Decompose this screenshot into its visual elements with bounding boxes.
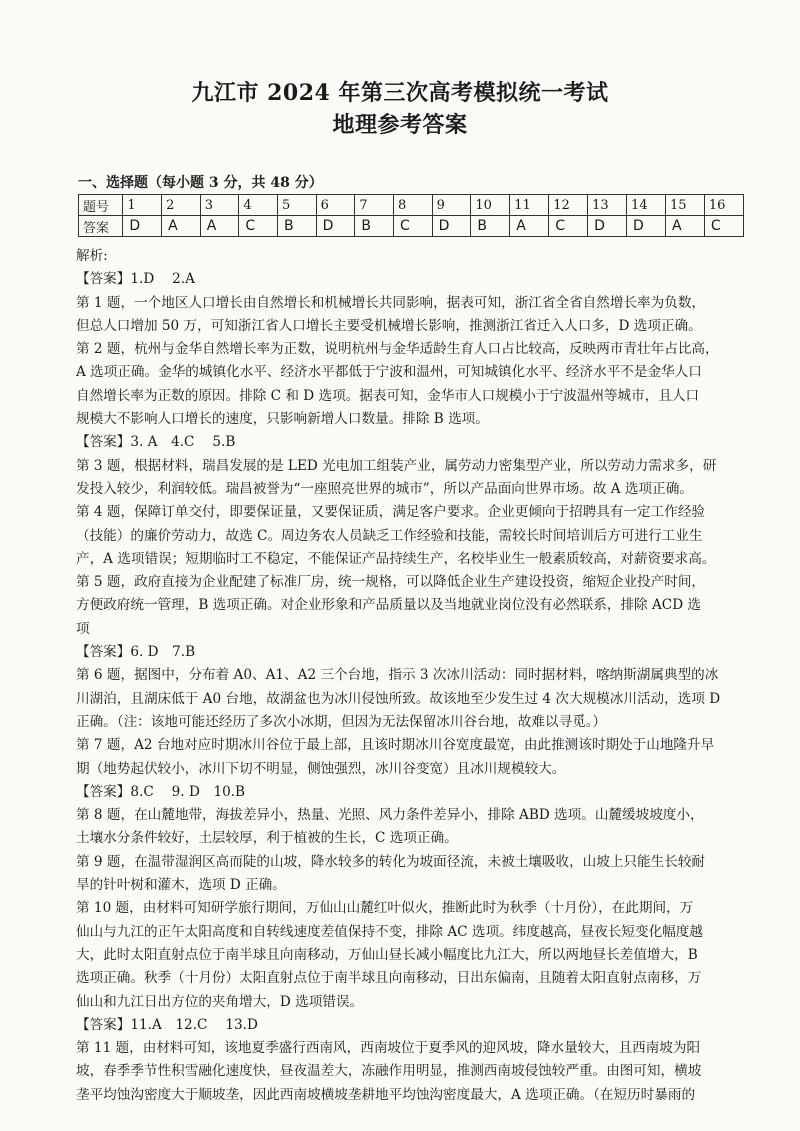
explanation-line: 仙山与九江的正午太阳高度和自转线速度差值保持不变，排除 AC 选项。纬度越高，昼夜长短变化幅度越	[76, 923, 703, 940]
explanation-line: 发投入较少，利润较低。瑞昌被誉为“一座照亮世界的城市”，所以产品面向世界市场。故 A 选项正确。	[76, 480, 693, 497]
answer-cell: B	[278, 216, 317, 237]
answer-key-line: 【答案】3. A 4.C 5.B	[76, 434, 236, 451]
explanation-line: 方便政府统一管理，B 选项正确。对企业形象和产品质量以及当地就业岗位没有必然联系，排除 ACD 选	[76, 597, 702, 614]
answer-cell: D	[627, 216, 666, 237]
explanation-line: 第 4 题，保障订单交付，即要保证量，又要保证质，满足客户要求。企业更倾向于招聘具有一定工作经验	[76, 504, 706, 521]
explanation-line: 仙山和九江日出方位的夹角增大，D 选项错误。	[76, 993, 364, 1010]
answer-cell: D	[316, 216, 355, 237]
answer-cell: C	[239, 216, 278, 237]
answer-cell: A	[162, 216, 201, 237]
explanation-line: 项	[76, 620, 90, 637]
question-number-cell: 16	[704, 195, 743, 216]
explanation-line: 第 7 题，A2 台地对应时期冰川谷位于最上部，且该时期冰川谷宽度最宽，由此推测该时期处于山地隆升早	[76, 737, 715, 754]
explanation-line: 第 2 题，杭州与金华自然增长率为正数，说明杭州与金华适龄生育人口占比较高，反映两市青壮年占比高，	[76, 341, 719, 358]
explanation-line: 第 1 题，一个地区人口增长由自然增长和机械增长共同影响，据表可知，浙江省全省自然增长率为负数，	[76, 294, 706, 311]
answer-cell: C	[704, 216, 743, 237]
explanation-line: 产，A 选项错误；短期临时工不稳定，不能保证产品持续生产，名校毕业生一般素质较高，对薪资要求高。	[76, 550, 716, 567]
answer-cell: C	[549, 216, 588, 237]
question-number-cell: 6	[316, 195, 355, 216]
answer-cell: D	[432, 216, 471, 237]
explanation-line: （技能）的廉价劳动力，故选 C。周边务农人员缺乏工作经验和技能，需较长时间培训后方可进行工业生	[76, 527, 703, 544]
explanation-line: 坡，春季季节性积雪融化速度快，昼夜温差大，冻融作用明显，推测西南坡侵蚀较严重。由图可知，横坡	[76, 1063, 702, 1080]
answer-cell: A	[510, 216, 549, 237]
question-number-cell: 15	[665, 195, 704, 216]
answer-key-line: 【答案】8.C 9. D 10.B	[76, 783, 246, 800]
row-label-answer: 答案	[79, 216, 123, 237]
question-number-cell: 12	[549, 195, 588, 216]
explanation-line: 第 5 题，政府直接为企业配建了标准厂房，统一规格，可以降低企业生产建设投资，缩短企业投产时间，	[76, 574, 706, 591]
explanation-line: 规模大不影响人口增长的速度，只影响新增人口数量。排除 B 选项。	[76, 411, 489, 428]
question-number-cell: 8	[394, 195, 433, 216]
question-number-cell: 7	[355, 195, 394, 216]
answer-cell: B	[471, 216, 510, 237]
question-number-cell: 10	[471, 195, 510, 216]
explanation-line: A 选项正确。金华的城镇化水平、经济水平都低于宁波和温州，可知城镇化水平、经济水平不是金华人口	[76, 364, 702, 381]
answer-key-title: 地理参考答案	[332, 112, 468, 138]
question-number-cell: 3	[200, 195, 239, 216]
explanation-line: 川湖泊，且湖床低于 A0 台地，故湖盆也为冰川侵蚀所致。故该地至少发生过 4 次大规模冰川活动，选项 D	[76, 690, 721, 707]
analysis-body	[76, 245, 744, 1107]
question-number-row	[79, 195, 744, 216]
answer-key-line: 【答案】6. D 7.B	[76, 644, 196, 661]
answer-cell: D	[588, 216, 627, 237]
answer-cell: A	[665, 216, 704, 237]
question-number-cell: 5	[278, 195, 317, 216]
answer-cell: A	[200, 216, 239, 237]
section-heading: 一、选择题（每小题 3 分，共 48 分）	[78, 175, 323, 191]
answer-key-line: 【答案】1.D 2.A	[76, 271, 195, 288]
explanation-line: 选项正确。秋季（十月份）太阳直射点位于南半球且向南移动，日出东偏南，且随着太阳直射点南移，万	[76, 970, 702, 987]
explanation-line: 大，此时太阳直射点位于南半球且向南移动，万仙山昼长减小幅度比九江大，所以两地昼长差值增大，B	[76, 946, 698, 963]
answer-cell: D	[123, 216, 162, 237]
explanation-line: 土壤水分条件较好，土层较厚，利于植被的生长，C 选项正确。	[76, 830, 458, 847]
explanation-line: 第 11 题，由材料可知，该地夏季盛行西南风，西南坡位于夏季风的迎风坡，降水量较大，且西南坡为阳	[76, 1040, 701, 1057]
explanation-line: 第 10 题，由材料可知研学旅行期间，万仙山山麓红叶似火，推断此时为秋季（十月份），在此期间，万	[76, 900, 694, 917]
explanation-line: 第 6 题，据图中，分布着 A0、A1、A2 三个台地，指示 3 次冰川活动：同时据材料，喀纳斯湖属典型的冰	[76, 667, 719, 684]
explanation-line: 第 9 题，在温带湿润区高而陡的山坡，降水较多的转化为坡面径流，未被土壤吸收，山坡上只能生长较耐	[76, 853, 706, 870]
explanation-line: 但总人口增加 50 万，可知浙江省人口增长主要受机械增长影响，推测浙江省迁入人口多，D 选项正确。	[76, 317, 702, 334]
question-number-cell: 1	[123, 195, 162, 216]
answer-cell: B	[355, 216, 394, 237]
question-number-cell: 11	[510, 195, 549, 216]
explanation-line: 第 8 题，在山麓地带，海拔差异小，热量、光照、风力条件差异小，排除 ABD 选项。山麓缓坡坡度小，	[76, 807, 704, 824]
explanation-line: 垄平均蚀沟密度大于顺坡垄，因此西南坡横坡垄耕地平均蚀沟密度最大，A 选项正确。（在短历时暴雨的	[76, 1086, 696, 1103]
question-number-cell: 2	[162, 195, 201, 216]
question-number-cell: 13	[588, 195, 627, 216]
explanation-line: 第 3 题，根据材料，瑞昌发展的是 LED 光电加工组装产业，属劳动力密集型产业，所以劳动力需求多，研	[76, 457, 717, 474]
question-number-cell: 4	[239, 195, 278, 216]
explanation-line: 期（地势起伏较小，冰川下切不明显，侧蚀强烈，冰川谷变宽）且冰川规模较大。	[76, 760, 566, 777]
answer-table	[78, 194, 744, 237]
answer-key-line: 【答案】11.A 12.C 13.D	[76, 1016, 258, 1033]
explanation-line: 旱的针叶树和灌木，选项 D 正确。	[76, 877, 286, 894]
row-label-number: 题号	[79, 195, 123, 216]
explanation-line: 自然增长率为正数的原因。排除 C 和 D 选项。据表可知，金华市人口规模小于宁波温州等城市，且人口	[76, 387, 700, 404]
analysis-label: 解析:	[76, 248, 108, 264]
question-number-cell: 9	[432, 195, 471, 216]
answer-cell: C	[394, 216, 433, 237]
question-number-cell: 14	[627, 195, 666, 216]
explanation-line: 正确。（注：该地可能还经历了多次小冰期，但因为无法保留冰川谷台地，故难以寻觅。）	[76, 713, 607, 730]
exam-title: 九江市 2024 年第三次高考模拟统一考试	[191, 80, 609, 106]
answer-row	[79, 216, 744, 237]
